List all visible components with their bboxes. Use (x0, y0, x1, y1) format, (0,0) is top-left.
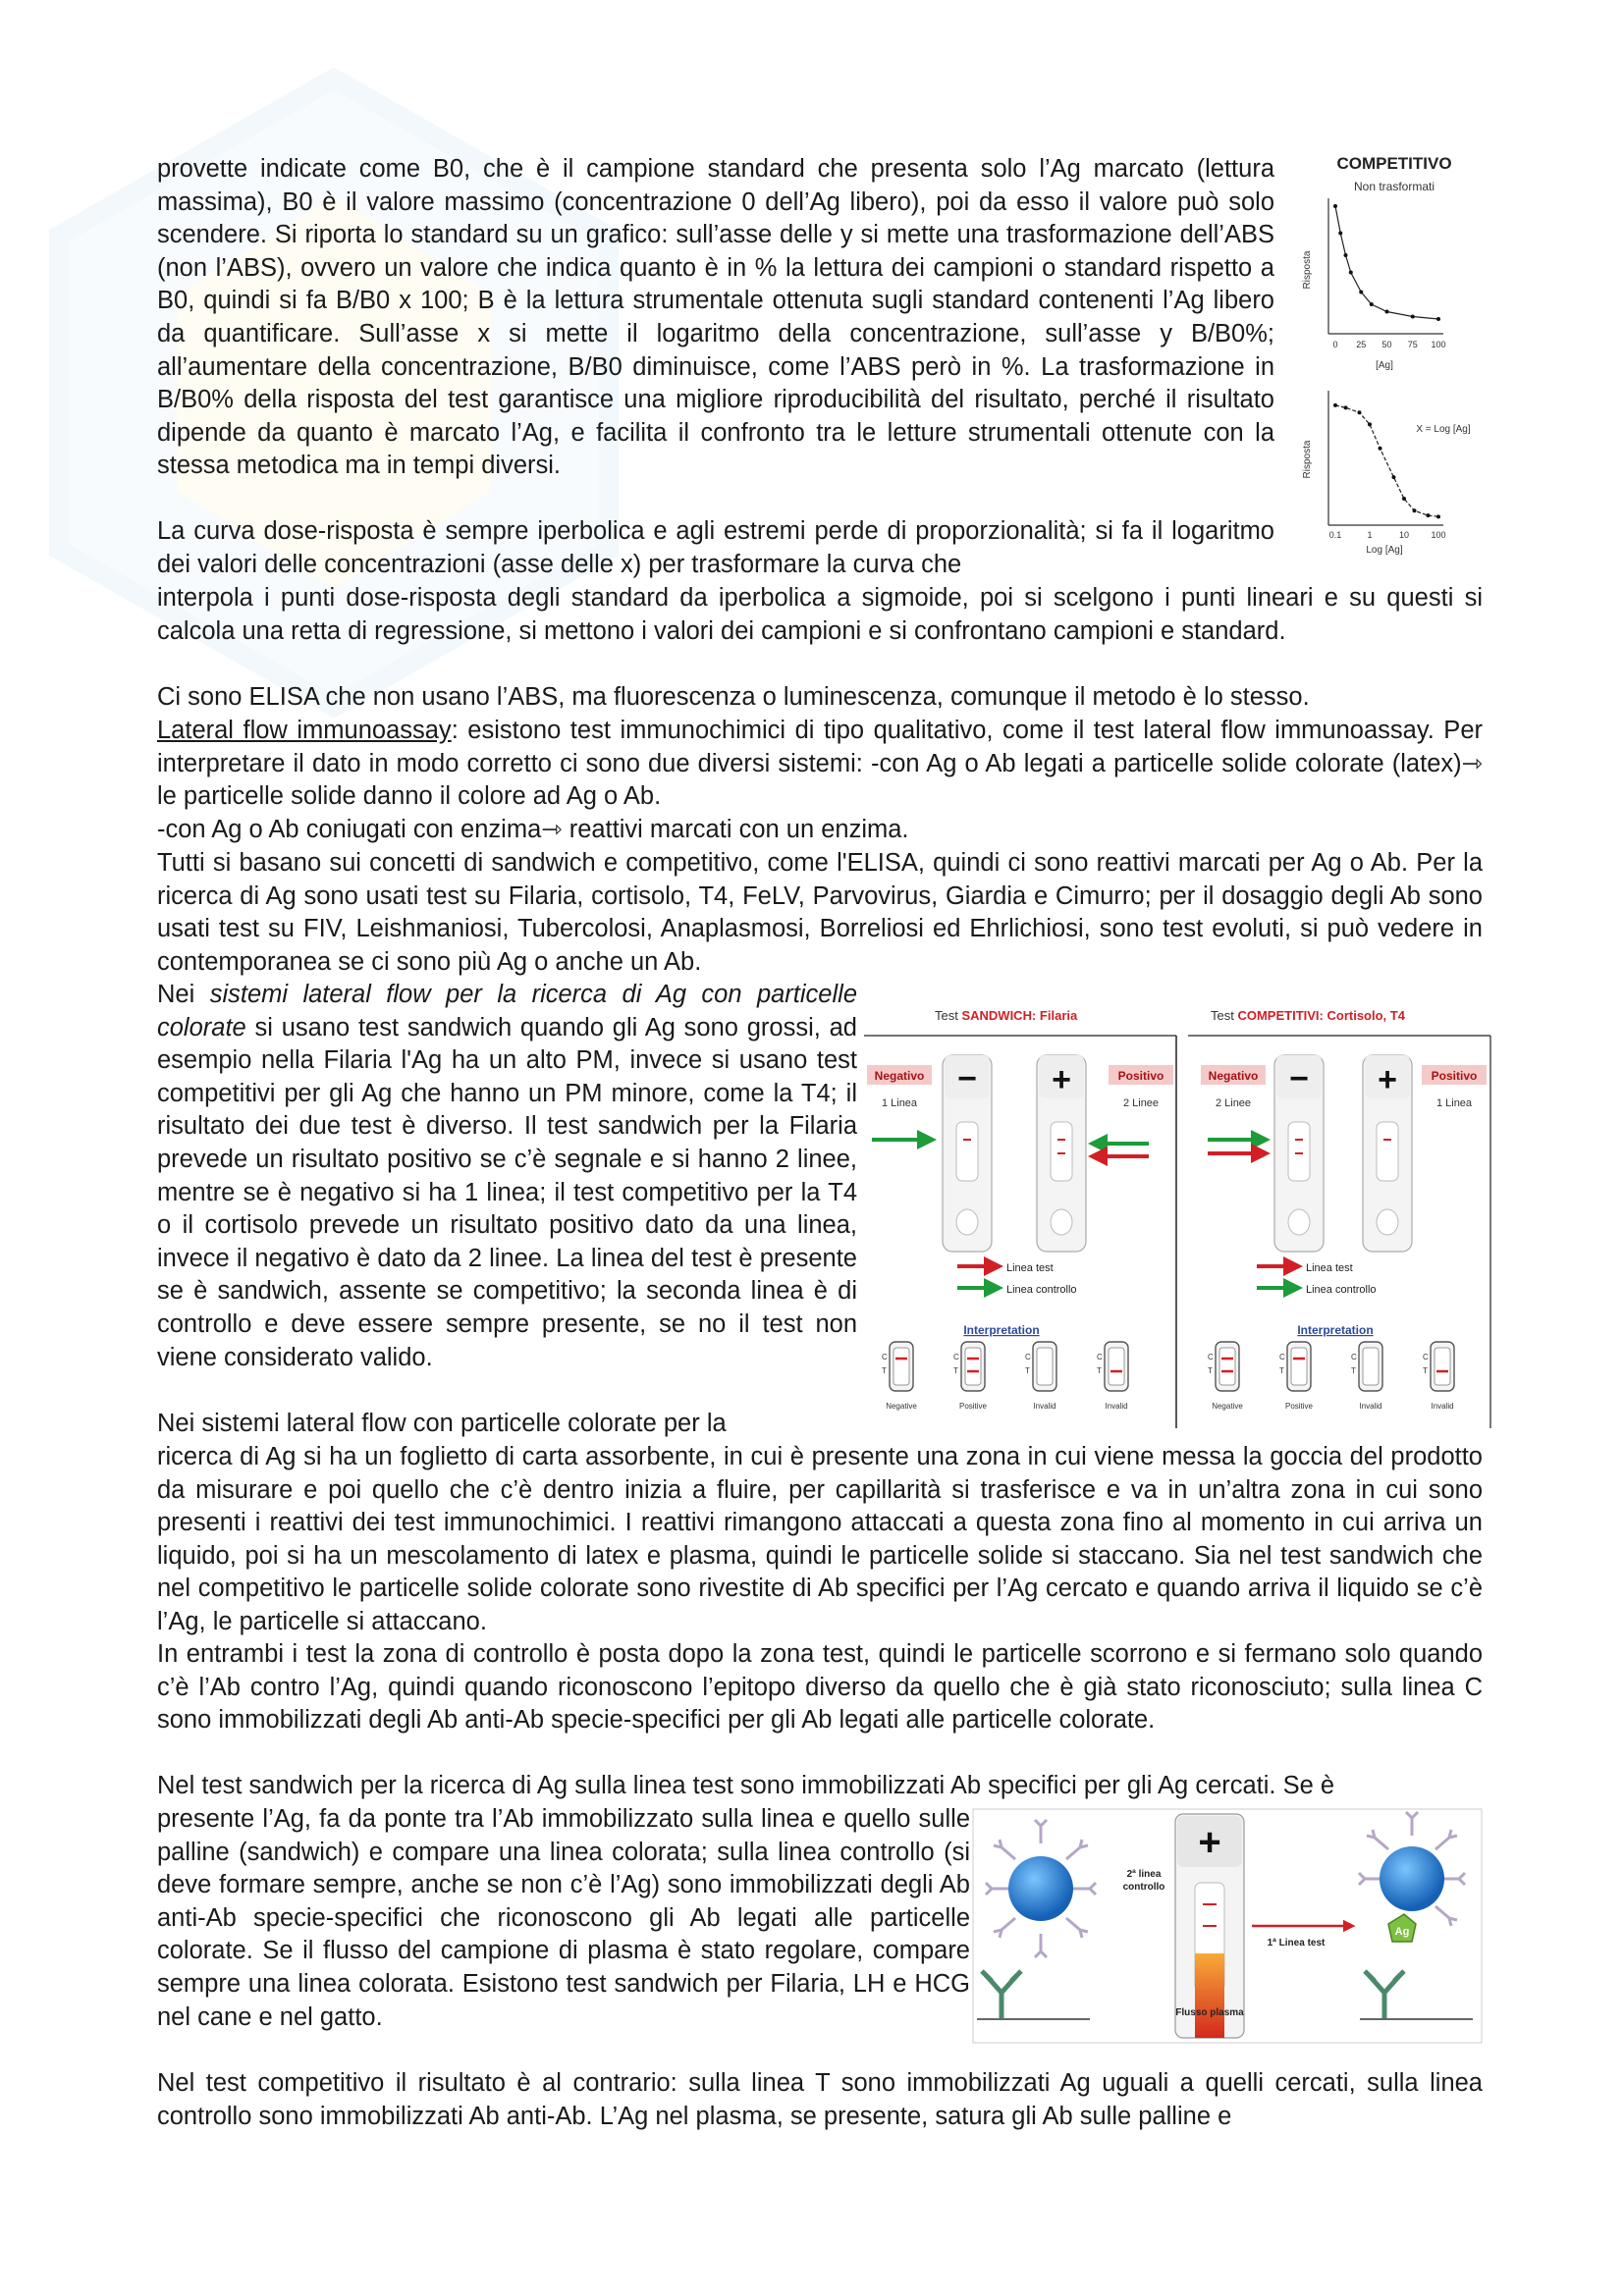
plot1-tick-label: 100 (1431, 340, 1446, 349)
plot2-curve (1335, 405, 1438, 516)
control-label: controllo (1122, 1882, 1165, 1893)
plasma-flow-label: Flusso plasma (1175, 2007, 1244, 2018)
svg-text:C: C (953, 1353, 959, 1362)
legend-linea-controllo: Linea controllo (1306, 1284, 1377, 1296)
svg-text:C: C (1423, 1353, 1429, 1362)
plot1-point (1344, 253, 1348, 257)
interpretation-competitive (1208, 1342, 1454, 1411)
sandwich-2-linee: 2 Linee (1122, 1097, 1160, 1109)
plot1-tick-label: 75 (1407, 340, 1418, 349)
plot2-point (1333, 403, 1337, 407)
interpretation-label: Positive (1284, 1402, 1314, 1411)
paragraph-sandwich-test-b: presente l’Ag, fa da ponte tra l’Ab immobilizzato sulla linea e quello sulle palline (sandwich) e compare una linea colorata; sulla linea controllo (si deve formare sempre, anche se non c’è l’Ag) sono immobilizzati degli Ab anti-Ab specie-specifici che riconoscono gli Ab legati alle particelle colorate. Se il flusso del campione di plasma è stato regolare, compare sempre una linea colorata. Esistono test sandwich per Filaria, LH e HCG nel cane e nel gatto. (157, 1805, 970, 2031)
plot2-point (1436, 514, 1440, 518)
svg-text:T: T (1208, 1366, 1213, 1375)
plot2-point (1368, 422, 1372, 426)
svg-text:C: C (1208, 1353, 1214, 1362)
lateral-flow-title: Lateral flow immunoassay (157, 717, 452, 744)
legend-linea-test: Linea test (1006, 1262, 1054, 1274)
paragraph-control-zone: In entrambi i test la zona di controllo è posta dopo la zona test, quindi le particelle scorrono e si fermano solo quando c’è l’Ab contro l’Ag, quindi quando riconoscono l’epitopo diverso da quello che è già stato riconosciuto; sulla linea C sono immobilizzati degli Ab anti-Ab specie-specifici per gli Ab legati alle particelle colorate. (157, 1640, 1483, 1735)
interpretation-cassette (1097, 1342, 1128, 1411)
sandwich-positivo-label: Positivo (1117, 1069, 1164, 1083)
comp-2-linee: 2 Linee (1215, 1097, 1252, 1109)
interpretation-cassette (1351, 1342, 1382, 1411)
comp-1-linea: 1 Linea (1435, 1097, 1473, 1109)
interpretation-cassette (1025, 1342, 1056, 1411)
interpretation-label: Invalid (1033, 1402, 1056, 1411)
paragraph-absorbent-a: Nei sistemi lateral flow con particelle colorate per la (157, 1410, 727, 1437)
plot1-point (1370, 302, 1374, 306)
svg-text:C: C (1097, 1353, 1103, 1362)
interpretation-title: Interpretation (963, 1323, 1040, 1337)
plot1-point (1411, 315, 1415, 319)
plot1-point (1349, 271, 1353, 275)
plot2-point (1357, 410, 1361, 414)
svg-text:C: C (1025, 1353, 1031, 1362)
ag-label: Ag (1394, 1926, 1410, 1938)
plot2-tick-label: 0.1 (1328, 530, 1342, 540)
interpretation-sandwich (882, 1342, 1128, 1411)
plot2-tick-label: 100 (1431, 530, 1446, 540)
paragraph-lateral-systems (157, 979, 857, 1374)
plot2-point (1344, 405, 1348, 409)
interpretation-label: Invalid (1105, 1402, 1128, 1411)
plus-sign: + (1378, 1061, 1397, 1098)
svg-text:T: T (1423, 1366, 1428, 1375)
svg-text:T: T (882, 1366, 887, 1375)
interpretation-cassette (953, 1342, 988, 1411)
comp-strip-negative (1274, 1055, 1324, 1252)
interpretation-cassette (1279, 1342, 1314, 1411)
competitive-title: Test COMPETITIVI: Cortisolo, T4 (1211, 1008, 1405, 1023)
interpretation-title: Interpretation (1297, 1323, 1374, 1337)
plot1-ylabel: Risposta (1302, 250, 1313, 290)
interpretation-label: Positive (958, 1402, 988, 1411)
svg-text:T: T (1097, 1366, 1102, 1375)
comp-title: COMPETITIVO (1336, 154, 1452, 173)
p7-pre: Nei (157, 981, 210, 1008)
plot1-point (1385, 310, 1389, 314)
plot2-ylabel: Risposta (1302, 440, 1313, 479)
svg-text:C: C (882, 1353, 888, 1362)
lateral-flow-figure (864, 996, 1492, 1438)
legend-linea-controllo: Linea controllo (1006, 1284, 1077, 1296)
minus-sign: − (957, 1060, 977, 1097)
interpretation-label: Negative (1212, 1402, 1243, 1411)
plot-log-transformed (1302, 391, 1471, 556)
paragraph-elisa-fluorescence: Ci sono ELISA che non usano l’ABS, ma fluorescenza o luminescenza, comunque il metodo è lo stesso. (157, 683, 1310, 711)
plot1-tick-label: 0 (1332, 340, 1338, 349)
paragraph-dose-response-a: La curva dose-risposta è sempre iperbolica e agli estremi perde di proporzionalità; si fa il logaritmo dei valori delle concentrazioni (asse delle x) per trasformare la curva che (157, 517, 1274, 578)
sandwich-strip-positive (1037, 1055, 1086, 1252)
second-line-label: 2ª linea (1126, 1869, 1162, 1880)
plot2-annotation: X = Log [Ag] (1416, 424, 1471, 435)
comp-subtitle: Non trasformati (1353, 180, 1435, 193)
sandwich-strip-negative (943, 1055, 992, 1252)
plot1-point (1333, 204, 1337, 208)
legend-linea-test: Linea test (1306, 1262, 1353, 1274)
comp-negativo-label: Negativo (1208, 1069, 1259, 1083)
plot1-point (1436, 317, 1440, 321)
competitive-curves-figure (1296, 147, 1492, 560)
plot1-tick-label: 50 (1381, 340, 1392, 349)
interpretation-cassette (1423, 1342, 1454, 1411)
first-test-line-label: 1ª Linea test (1267, 1938, 1326, 1949)
p7-italic: sistemi lateral flow per la ricerca di Ag con particelle colorate (157, 981, 857, 1041)
svg-text:T: T (1351, 1366, 1356, 1375)
paragraph-absorbent-b: ricerca di Ag si ha un foglietto di carta assorbente, in cui è presente una zona in cui viene messa la goccia del prodotto da misurare e poi quello che c’è dentro inizia a fluire, per capillarità si trasferisce e va in un’altra zona in cui sono presenti i reattivi dei test immunochimici. I reattivi rimangono attaccati a questa zona fino al momento in cui arriva un liquido, poi si ha un mescolamento di latex e plasma, quindi le particelle solide si staccano. Sia nel test sandwich che nel competitivo le particelle solide colorate sono rivestite di Ab specifici per l’Ag cercato e quando arriva il liquido se c’è l’Ag, le particelle si attaccano. (157, 1443, 1483, 1635)
paragraph-sandwich-test-a: Nel test sandwich per la ricerca di Ag sulla linea test sono immobilizzati Ab specifici per gli Ag cercati. Se è (157, 1772, 1335, 1799)
plot2-point (1426, 513, 1430, 517)
p7-rest: si usano test sandwich quando gli Ag sono grossi, ad esempio nella Filaria l'Ag ha un alto PM, invece si usano test competitivi per gli Ag che hanno un PM minore, come la T4; il risultato dei due test è diverso. Il test sandwich per la Filaria prevede un risultato positivo se c’è segnale e si hanno 2 linee, mentre se è negativo si ha 1 linea; il test competitivo per la T4 o il cortisolo prevede un risultato positivo dato da una linea, invece il negativo è dato da 2 linee. La linea del test è presente se è sandwich, assente se competitivo; la seconda linea è di controllo e deve essere sempre presente, se no il test non viene considerato valido. (157, 1013, 857, 1371)
plot1-point (1359, 291, 1363, 294)
paragraph-competitive-test: Nel test competitivo il risultato è al contrario: sulla linea T sono immobilizzati Ag uguali a quelli cercati, sulla linea controllo sono immobilizzati Ab anti-Ab. L’Ag nel plasma, se presente, satura gli Ab sulle palline e (157, 2069, 1483, 2130)
plot1-tick-label: 25 (1356, 340, 1367, 349)
plus-sign: + (1052, 1061, 1071, 1098)
plot2-point (1391, 475, 1395, 479)
svg-text:C: C (1351, 1353, 1357, 1362)
plot2-tick-label: 1 (1367, 530, 1373, 540)
plot1-curve (1335, 206, 1438, 319)
paragraph-dose-response-b: interpola i punti dose-risposta degli standard da iperbolica a sigmoide, poi si scelgono i punti lineari e su questi si calcola una retta di regressione, si mettono i valori dei campioni e si confrontano campioni e standard. (157, 584, 1483, 645)
comp-strip-positive (1363, 1055, 1412, 1252)
plot-non-transformed (1302, 198, 1446, 371)
plus-sign: + (1198, 1821, 1221, 1864)
interpretation-cassette (882, 1342, 917, 1411)
plot2-point (1379, 447, 1382, 451)
lateral-flow-text: : esistono test immunochimici di tipo qualitativo, come il test lateral flow immunoassay. Per interpretare il dato in modo corretto ci sono due diversi sistemi: -con Ag o Ab legati a particelle solide colorate (latex)⇾ le particelle solide danno il colore ad Ag o Ab. (157, 717, 1483, 811)
plot1-xlabel: [Ag] (1376, 360, 1393, 371)
interpretation-label: Negative (886, 1402, 917, 1411)
paragraph-enzyme: -con Ag o Ab coniugati con enzima⇾ reattivi marcati con un enzima. (157, 816, 909, 843)
paragraph-lateral-flow (157, 715, 1483, 814)
svg-text:T: T (953, 1366, 958, 1375)
plot2-xlabel: Log [Ag] (1366, 545, 1403, 556)
plot2-point (1402, 497, 1406, 501)
paragraph-b0: provette indicate come B0, che è il campione standard che presenta solo l’Ag marcato (lettura massima), B0 è il valore massimo (concentrazione 0 dell’Ag libero), poi da esso il valore può solo scendere. Si riporta lo standard su un grafico: sull’asse delle y si mette una trasformazione dell’ABS (non l’ABS), ovvero un valore che indica quanto è in % la lettura dei campioni o standard rispetto a B0, quindi si fa B/B0 x 100; B è la lettura strumentale ottenuta sugli standard contenenti l’Ag libero da quantificare. Sull’asse x si mette il logaritmo della concentrazione, sull’asse y B/B0%; all’aumentare della concentrazione, B/B0 diminuisce, come l’ABS però in %. La trasformazione in B/B0% della risposta del test garantisce una migliore riproducibilità del risultato, perché il risultato dipende da quanto è marcato l’Ag, e facilita il confronto tra le letture strumentali ottenute con la stessa metodica ma in tempi diversi. (157, 155, 1274, 480)
sandwich-negativo-label: Negativo (874, 1069, 925, 1083)
interpretation-label: Invalid (1431, 1402, 1454, 1411)
plot1-point (1338, 232, 1342, 236)
sandwich-1-linea: 1 Linea (881, 1097, 918, 1109)
plasma-flow (1195, 1953, 1224, 2038)
sandwich-mechanism-figure (972, 1808, 1483, 2044)
svg-text:T: T (1279, 1366, 1284, 1375)
comp-positivo-label: Positivo (1431, 1069, 1478, 1083)
svg-text:T: T (1025, 1366, 1030, 1375)
plot2-tick-label: 10 (1398, 530, 1410, 540)
interpretation-label: Invalid (1359, 1402, 1382, 1411)
svg-text:C: C (1279, 1353, 1285, 1362)
paragraph-sandwich-competitive: Tutti si basano sui concetti di sandwich e competitivo, come l'ELISA, quindi ci sono reattivi marcati per Ag o Ab. Per la ricerca di Ag sono usati test su Filaria, cortisolo, T4, FeLV, Parvovirus, Giardia e Cimurro; per il dosaggio degli Ab sono usati test su FIV, Leishmaniosi, Tubercolosi, Anaplasmosi, Borreliosi ed Ehrlichiosi, sono test evoluti, si può vedere in contemporanea se ci sono più Ag o anche un Ab. (157, 849, 1483, 976)
plot2-point (1413, 508, 1417, 512)
sandwich-title: Test SANDWICH: Filaria (935, 1008, 1078, 1023)
sandwich-strip (1175, 1814, 1244, 2038)
minus-sign: − (1289, 1060, 1309, 1097)
interpretation-cassette (1208, 1342, 1243, 1411)
